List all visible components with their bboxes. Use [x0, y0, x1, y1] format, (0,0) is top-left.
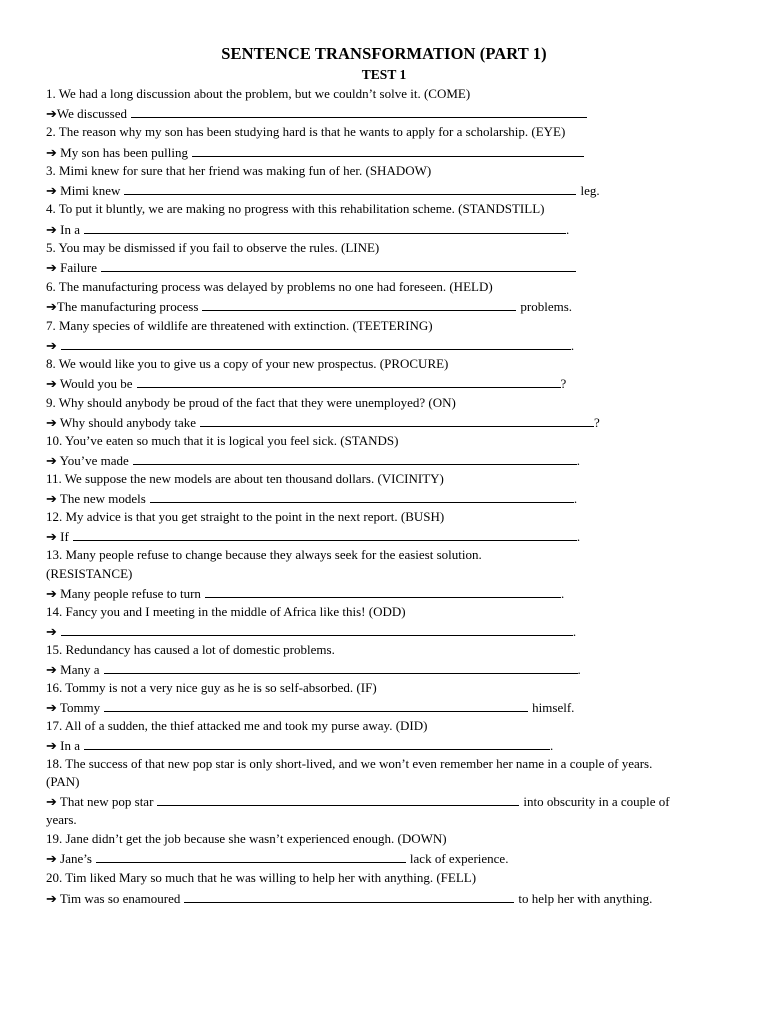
question-10: 10. You’ve eaten so much that it is logical you feel sick. (STANDS)	[46, 433, 399, 448]
answer-line-8	[46, 375, 566, 391]
question-18-continuation: (PAN)	[46, 774, 80, 789]
answer-tail-18: into obscurity in a couple of	[523, 794, 670, 809]
answer-tail-20: to help her with anything.	[518, 891, 653, 906]
answer-prompt-5: ➔ Failure	[46, 260, 97, 275]
answer-tail-10: .	[576, 453, 580, 468]
answer-prompt-7: ➔	[46, 338, 57, 353]
answer-line-3	[46, 182, 600, 198]
answer-line-7	[46, 337, 574, 353]
question-4: 4. To put it bluntly, we are making no progress with this rehabilitation scheme. (STANDSTILL)	[46, 201, 545, 216]
question-7: 7. Many species of wildlife are threatened with extinction. (TEETERING)	[46, 318, 433, 333]
answer-line-10	[46, 452, 580, 468]
answer-blank-17[interactable]	[84, 737, 550, 750]
answer-prompt-20: ➔ Tim was so enamoured	[46, 891, 181, 906]
answer-blank-16[interactable]	[104, 699, 528, 712]
question-17: 17. All of a sudden, the thief attacked me and took my purse away. (DID)	[46, 718, 428, 733]
answer-blank-14[interactable]	[61, 623, 573, 636]
answer-line-4	[46, 221, 569, 237]
question-12: 12. My advice is that you get straight to the point in the next report. (BUSH)	[46, 509, 445, 524]
answer-line-6	[46, 298, 572, 314]
answer-blank-19[interactable]	[96, 850, 406, 863]
answer-prompt-16: ➔ Tommy	[46, 700, 101, 715]
page-subtitle: TEST 1	[361, 67, 407, 82]
answer-tail-8: ?	[560, 376, 567, 391]
answer-prompt-9: ➔ Why should anybody take	[46, 415, 197, 430]
answer-line-11	[46, 490, 577, 506]
answer-blank-5[interactable]	[101, 259, 576, 272]
question-3: 3. Mimi knew for sure that her friend was making fun of her. (SHADOW)	[46, 163, 432, 178]
answer-prompt-1: ➔We discussed	[46, 106, 127, 121]
answer-tail-17: .	[550, 738, 554, 753]
answer-line-18	[46, 793, 670, 809]
answer-prompt-12: ➔ If	[46, 529, 69, 544]
answer-tail-12: .	[576, 529, 581, 544]
answer-prompt-13: ➔ Many people refuse to turn	[46, 586, 201, 601]
question-13: 13. Many people refuse to change because they always seek for the easiest solution.	[46, 547, 482, 562]
answer-prompt-17: ➔ In a	[46, 738, 80, 753]
answer-tail-4: .	[566, 222, 570, 237]
answer-line-19	[46, 850, 508, 866]
question-6: 6. The manufacturing process was delayed by problems no one had foreseen. (HELD)	[46, 279, 493, 294]
answer-blank-20[interactable]	[184, 890, 514, 903]
answer-prompt-18: ➔ That new pop star	[46, 794, 154, 809]
answer-prompt-2: ➔ My son has been pulling	[46, 145, 188, 160]
answer-line-12	[46, 528, 580, 544]
answer-blank-10[interactable]	[133, 452, 577, 465]
answer-blank-9[interactable]	[200, 414, 594, 427]
answer-blank-11[interactable]	[150, 490, 574, 503]
question-14: 14. Fancy you and I meeting in the middle of Africa like this! (ODD)	[46, 604, 406, 619]
answer-prompt-6: ➔The manufacturing process	[46, 299, 199, 314]
question-20: 20. Tim liked Mary so much that he was willing to help her with anything. (FELL)	[46, 870, 477, 885]
answer-tail-14: .	[572, 624, 577, 639]
answer-line-1	[46, 105, 587, 121]
answer-tail-13: .	[560, 586, 565, 601]
answer-line-13	[46, 585, 564, 601]
answer-prompt-14: ➔	[46, 624, 57, 639]
answer-blank-2[interactable]	[192, 144, 584, 157]
answer-blank-6[interactable]	[202, 298, 516, 311]
answer-line-20	[46, 890, 652, 906]
answer-tail-16: himself.	[532, 700, 575, 715]
answer-line-5	[46, 259, 576, 275]
answer-tail-9: ?	[594, 415, 600, 430]
question-9: 9. Why should anybody be proud of the fact that they were unemployed? (ON)	[46, 395, 456, 410]
question-1: 1. We had a long discussion about the problem, but we couldn’t solve it. (COME)	[46, 86, 471, 101]
answer-line-15	[46, 661, 581, 677]
question-13-continuation: (RESISTANCE)	[46, 566, 133, 581]
answer-tail-6: problems.	[520, 299, 573, 314]
question-5: 5. You may be dismissed if you fail to observe the rules. (LINE)	[46, 240, 380, 255]
question-11: 11. We suppose the new models are about ten thousand dollars. (VICINITY)	[46, 471, 444, 486]
answer-blank-13[interactable]	[205, 585, 561, 598]
answer-prompt-3: ➔ Mimi knew	[46, 183, 121, 198]
answer-line-16	[46, 699, 574, 715]
question-19: 19. Jane didn’t get the job because she wasn’t experienced enough. (DOWN)	[46, 831, 447, 846]
answer-tail-3: leg.	[580, 183, 600, 198]
answer-blank-3[interactable]	[124, 182, 576, 195]
answer-tail-11: .	[573, 491, 578, 506]
answer-prompt-15: ➔ Many a	[46, 662, 100, 677]
answer-line-17	[46, 737, 553, 753]
answer-blank-1[interactable]	[131, 105, 587, 118]
page-title: SENTENCE TRANSFORMATION (PART 1)	[221, 44, 547, 63]
answer-tail-19: lack of experience.	[409, 851, 509, 866]
answer-blank-8[interactable]	[137, 375, 561, 388]
answer-blank-18[interactable]	[157, 793, 519, 806]
answer-tail-15: .	[577, 662, 581, 677]
question-8: 8. We would like you to give us a copy of your new prospectus. (PROCURE)	[46, 356, 449, 371]
answer-tail-7: .	[570, 338, 575, 353]
answer-prompt-4: ➔ In a	[46, 222, 80, 237]
answer-prompt-11: ➔ The new models	[46, 491, 146, 506]
answer-blank-7[interactable]	[61, 337, 571, 350]
answer-blank-12[interactable]	[73, 528, 577, 541]
answer-line-2	[46, 144, 584, 160]
question-18: 18. The success of that new pop star is only short-lived, and we won’t even remember her name in a couple of years.	[46, 756, 653, 771]
answer-tail-18-continuation: years.	[46, 812, 77, 827]
answer-prompt-10: ➔ You’ve made	[46, 453, 129, 468]
answer-prompt-8: ➔ Would you be	[46, 376, 133, 391]
answer-line-9	[46, 414, 600, 430]
question-16: 16. Tommy is not a very nice guy as he is so self-absorbed. (IF)	[46, 680, 377, 695]
answer-blank-4[interactable]	[84, 221, 566, 234]
question-2: 2. The reason why my son has been studying hard is that he wants to apply for a scholarship. (EYE)	[46, 124, 566, 139]
answer-prompt-19: ➔ Jane’s	[46, 851, 92, 866]
answer-line-14	[46, 623, 576, 639]
question-15: 15. Redundancy has caused a lot of domestic problems.	[46, 642, 335, 657]
answer-blank-15[interactable]	[104, 661, 578, 674]
